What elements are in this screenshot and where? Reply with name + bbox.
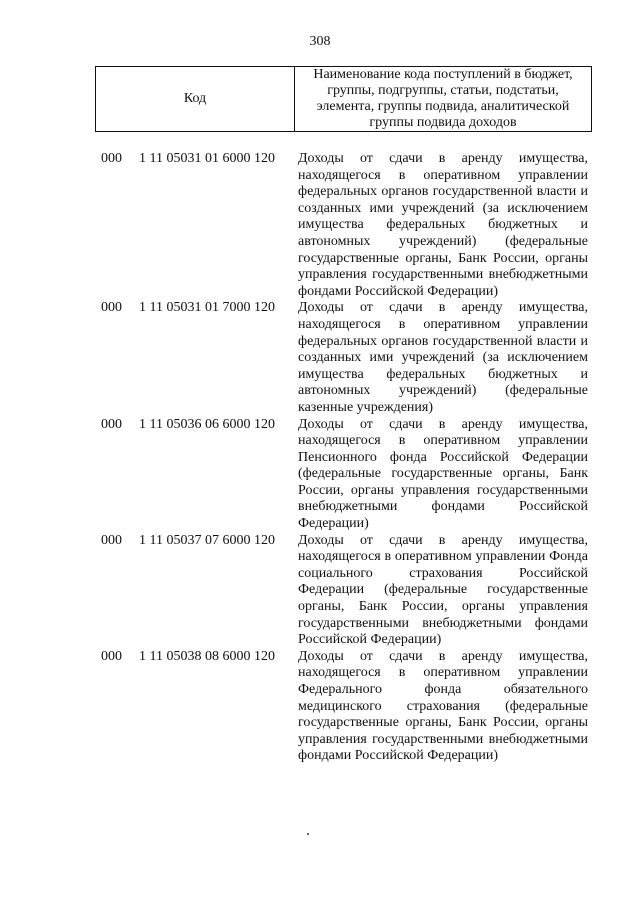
admin-code: 000 — [101, 416, 122, 432]
table-row — [0, 417, 640, 533]
revenue-description: Доходы от сдачи в аренду имущества, находящегося в оперативном управлении федеральных органов государственной власти и созданных ими учреждений (за исключением имущества федеральных бюджетных и автономных учреждений) (федеральные государственные органы, Банк России, органы управления государственными внебюджетными фондами Российской Федерации) — [298, 151, 588, 299]
scan-speck — [307, 833, 309, 835]
admin-code: 000 — [101, 532, 122, 548]
revenue-description: Доходы от сдачи в аренду имущества, находящегося в оперативном управлении Пенсионного фонда Российской Федерации (федеральные государственные органы, Банк России, органы управления государственными внебюджетными фондами Российской Федерации) — [298, 416, 588, 532]
admin-code: 000 — [101, 151, 122, 166]
revenue-description: Доходы от сдачи в аренду имущества, находящегося в оперативном управлении Фонда социального страхования Российской Федерации (федеральные государственные органы, Банк России, органы управления государственными внебюджетными фондами Российской Федерации) — [298, 532, 588, 648]
table-row — [0, 300, 640, 416]
table-row — [0, 151, 640, 300]
admin-code: 000 — [101, 648, 122, 664]
table-row — [0, 533, 640, 649]
table-header — [95, 66, 592, 132]
revenue-code: 1 11 05031 01 6000 120 — [139, 151, 275, 166]
revenue-description: Доходы от сдачи в аренду имущества, находящегося в оперативном управлении федеральных органов государственной власти и созданных ими учреждений (за исключением имущества федеральных бюджетных и автономных учреждений) (федеральные казенные учреждения) — [298, 300, 588, 415]
table-body — [0, 151, 640, 765]
table-row — [0, 649, 640, 765]
page-number: 308 — [309, 34, 331, 49]
revenue-code: 1 11 05036 06 6000 120 — [139, 416, 275, 432]
header-code-column: Код — [96, 67, 295, 131]
revenue-code: 1 11 05037 07 6000 120 — [139, 532, 275, 548]
revenue-description: Доходы от сдачи в аренду имущества, находящегося в оперативном управлении Федерального фонда обязательного медицинского страхования (федеральные государственные органы, Банк России, органы управления государственными внебюджетными фондами Российской Федерации) — [298, 648, 588, 764]
revenue-code: 1 11 05038 08 6000 120 — [139, 648, 275, 664]
admin-code: 000 — [101, 300, 122, 316]
header-name-column: Наименование кода поступлений в бюджет, группы, подгруппы, статьи, подстатьи, элемента, группы подвида, аналитической группы подвида доходов — [313, 66, 573, 131]
revenue-code: 1 11 05031 01 7000 120 — [139, 300, 275, 316]
